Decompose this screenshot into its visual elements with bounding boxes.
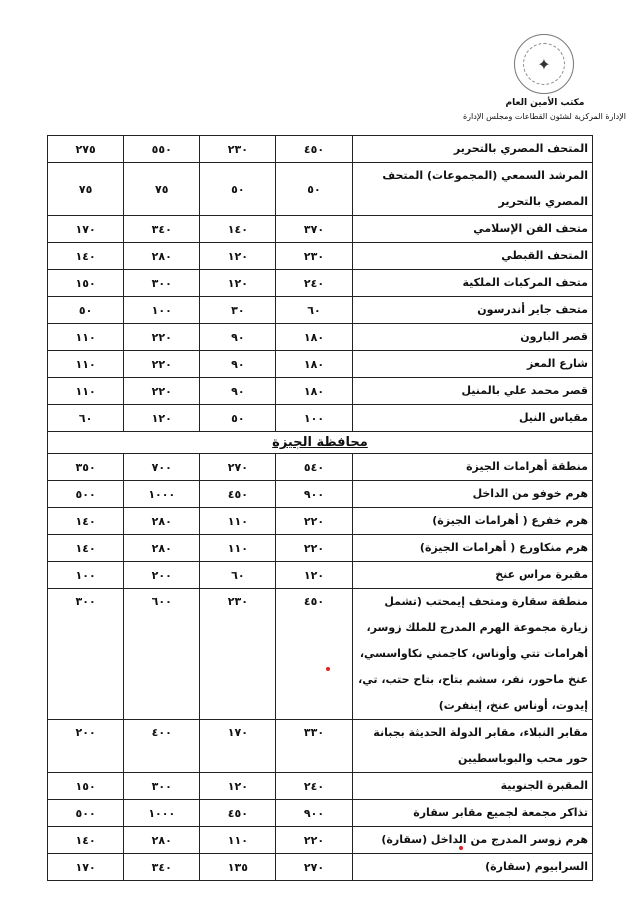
price-cell-v4: ١٤٠ xyxy=(48,827,124,854)
price-cell-v3: ٢٢٠ xyxy=(124,351,200,378)
ministry-seal-icon xyxy=(514,34,574,94)
table-row xyxy=(48,800,593,827)
price-cell-v2: ١٢٠ xyxy=(200,270,276,297)
table-row xyxy=(48,827,593,854)
price-cell-v2: ٥٠ xyxy=(200,405,276,432)
price-cell-v3: ٧٥ xyxy=(124,163,200,216)
site-name-cell: هرم خفرع ( أهرامات الجيزة) xyxy=(352,508,592,535)
table-row xyxy=(48,589,593,720)
price-cell-v3: ٧٠٠ xyxy=(124,454,200,481)
price-cell-v1: ٢٧٠ xyxy=(276,854,352,881)
price-cell-v2: ٩٠ xyxy=(200,378,276,405)
table-row xyxy=(48,243,593,270)
price-cell-v2: ١١٠ xyxy=(200,827,276,854)
table-row xyxy=(48,216,593,243)
price-cell-v2: ٢٣٠ xyxy=(200,136,276,163)
ticket-prices-table xyxy=(47,135,593,881)
price-cell-v4: ١١٠ xyxy=(48,378,124,405)
site-name-cell: المقبرة الجنوبية xyxy=(352,773,592,800)
site-name-cell: قصر محمد علي بالمنيل xyxy=(352,378,592,405)
price-cell-v2: ١٢٠ xyxy=(200,243,276,270)
table-row xyxy=(48,854,593,881)
table-row xyxy=(48,324,593,351)
price-cell-v4: ٣٥٠ xyxy=(48,454,124,481)
table-row xyxy=(48,351,593,378)
table-row xyxy=(48,562,593,589)
price-cell-v4: ٦٠ xyxy=(48,405,124,432)
stray-mark xyxy=(459,846,463,850)
price-cell-v3: ٢٨٠ xyxy=(124,243,200,270)
price-cell-v2: ١١٠ xyxy=(200,508,276,535)
price-cell-v1: ٢٤٠ xyxy=(276,270,352,297)
table-row xyxy=(48,508,593,535)
price-cell-v1: ٣٧٠ xyxy=(276,216,352,243)
price-cell-v2: ٦٠ xyxy=(200,562,276,589)
site-name-cell: المرشد السمعي (المجموعات) المتحف المصري بالتحرير xyxy=(352,163,592,216)
header-department-title: الإدارة المركزية لشئون القطاعات ومجلس الإدارة xyxy=(462,112,626,121)
site-name-cell: المتحف القبطي xyxy=(352,243,592,270)
price-cell-v2: ٢٧٠ xyxy=(200,454,276,481)
price-cell-v3: ٢٢٠ xyxy=(124,324,200,351)
price-cell-v4: ٣٠٠ xyxy=(48,589,124,720)
table-row xyxy=(48,454,593,481)
price-cell-v2: ٥٠ xyxy=(200,163,276,216)
site-name-cell: تذاكر مجمعة لجميع مقابر سقارة xyxy=(352,800,592,827)
price-cell-v3: ٦٠٠ xyxy=(124,589,200,720)
price-cell-v4: ١٧٠ xyxy=(48,854,124,881)
price-cell-v1: ٩٠٠ xyxy=(276,800,352,827)
price-cell-v1: ١٨٠ xyxy=(276,351,352,378)
stray-mark xyxy=(326,667,330,671)
price-cell-v2: ١٢٠ xyxy=(200,773,276,800)
site-name-cell: متحف جاير أندرسون xyxy=(352,297,592,324)
price-cell-v1: ١٨٠ xyxy=(276,324,352,351)
price-cell-v3: ٢٨٠ xyxy=(124,535,200,562)
price-cell-v2: ١٣٥ xyxy=(200,854,276,881)
site-name-cell: منطقة سقارة ومتحف إيمحتب (تشمل زيارة مجموعة الهرم المدرج للملك زوسر، أهرامات تتي وأوناس، كاجمني نكاواسسي، عنخ ماحور، نفر، سشم بتاح، بتاح حتب، تي، إيدوت، أوناس عنخ، إينفرت) xyxy=(352,589,592,720)
site-name-cell: متحف الفن الإسلامي xyxy=(352,216,592,243)
header-office-title: مكتب الأمين العام xyxy=(505,98,585,108)
price-cell-v3: ٢٨٠ xyxy=(124,827,200,854)
price-cell-v1: ٤٥٠ xyxy=(276,589,352,720)
table-row xyxy=(48,378,593,405)
price-cell-v4: ٧٥ xyxy=(48,163,124,216)
site-name-cell: منطقة أهرامات الجيزة xyxy=(352,454,592,481)
site-name-cell: شارع المعز xyxy=(352,351,592,378)
price-cell-v2: ٣٠ xyxy=(200,297,276,324)
price-cell-v2: ١٧٠ xyxy=(200,720,276,773)
section-header-cell xyxy=(48,432,593,454)
site-name-cell: مقبرة مراس عنخ xyxy=(352,562,592,589)
price-cell-v3: ٣٤٠ xyxy=(124,854,200,881)
price-cell-v1: ٢٤٠ xyxy=(276,773,352,800)
table-row xyxy=(48,270,593,297)
table-row xyxy=(48,163,593,216)
site-name-cell: مقابر النبلاء، مقابر الدولة الحديثة بجبانة حور محب والبوباسطيين xyxy=(352,720,592,773)
price-cell-v3: ١٠٠ xyxy=(124,297,200,324)
price-cell-v4: ١٤٠ xyxy=(48,243,124,270)
price-cell-v3: ٢٢٠ xyxy=(124,378,200,405)
site-name-cell: السرابيوم (سقارة) xyxy=(352,854,592,881)
price-cell-v4: ١٥٠ xyxy=(48,270,124,297)
site-name-cell: مقياس النيل xyxy=(352,405,592,432)
site-name-cell: هرم خوفو من الداخل xyxy=(352,481,592,508)
price-cell-v4: ٥٠٠ xyxy=(48,800,124,827)
site-name-cell: هرم زوسر المدرج من الداخل (سقارة) xyxy=(352,827,592,854)
table-row xyxy=(48,773,593,800)
price-cell-v4: ١١٠ xyxy=(48,351,124,378)
section-header-row xyxy=(48,432,593,454)
site-name-cell: متحف المركبات الملكية xyxy=(352,270,592,297)
price-cell-v1: ١٢٠ xyxy=(276,562,352,589)
price-cell-v1: ١٠٠ xyxy=(276,405,352,432)
price-cell-v2: ١١٠ xyxy=(200,535,276,562)
price-cell-v3: ١٠٠٠ xyxy=(124,800,200,827)
price-cell-v4: ١٠٠ xyxy=(48,562,124,589)
price-cell-v4: ٢٠٠ xyxy=(48,720,124,773)
site-name-cell: قصر البارون xyxy=(352,324,592,351)
table-row xyxy=(48,720,593,773)
site-name-cell: هرم منكاورع ( أهرامات الجيزة) xyxy=(352,535,592,562)
price-cell-v1: ١٨٠ xyxy=(276,378,352,405)
section-title: محافظة الجيزة xyxy=(272,435,368,450)
price-cell-v2: ٢٣٠ xyxy=(200,589,276,720)
table-row xyxy=(48,481,593,508)
price-cell-v2: ٩٠ xyxy=(200,351,276,378)
price-cell-v1: ٦٠ xyxy=(276,297,352,324)
price-cell-v2: ٩٠ xyxy=(200,324,276,351)
price-cell-v2: ٤٥٠ xyxy=(200,800,276,827)
price-cell-v3: ٤٠٠ xyxy=(124,720,200,773)
table-row xyxy=(48,405,593,432)
price-cell-v4: ٢٧٥ xyxy=(48,136,124,163)
price-cell-v4: ٥٠ xyxy=(48,297,124,324)
price-cell-v1: ٢٢٠ xyxy=(276,827,352,854)
table-row xyxy=(48,297,593,324)
table-row xyxy=(48,136,593,163)
price-cell-v3: ٣٠٠ xyxy=(124,270,200,297)
price-cell-v3: ٣٤٠ xyxy=(124,216,200,243)
price-cell-v4: ١٧٠ xyxy=(48,216,124,243)
price-cell-v1: ٢٣٠ xyxy=(276,243,352,270)
price-cell-v1: ٢٢٠ xyxy=(276,535,352,562)
price-cell-v4: ١١٠ xyxy=(48,324,124,351)
price-cell-v4: ١٤٠ xyxy=(48,535,124,562)
price-cell-v4: ١٤٠ xyxy=(48,508,124,535)
price-cell-v3: ١٠٠٠ xyxy=(124,481,200,508)
price-cell-v3: ١٢٠ xyxy=(124,405,200,432)
price-cell-v3: ٢٨٠ xyxy=(124,508,200,535)
price-cell-v4: ٥٠٠ xyxy=(48,481,124,508)
price-cell-v4: ١٥٠ xyxy=(48,773,124,800)
price-cell-v3: ٢٠٠ xyxy=(124,562,200,589)
eagle-icon: ✦ xyxy=(523,43,565,85)
price-cell-v2: ٤٥٠ xyxy=(200,481,276,508)
price-cell-v1: ٢٢٠ xyxy=(276,508,352,535)
price-cell-v1: ٥٠ xyxy=(276,163,352,216)
price-cell-v1: ٩٠٠ xyxy=(276,481,352,508)
site-name-cell: المتحف المصري بالتحرير xyxy=(352,136,592,163)
page-header xyxy=(462,34,626,126)
price-cell-v2: ١٤٠ xyxy=(200,216,276,243)
price-cell-v1: ٥٤٠ xyxy=(276,454,352,481)
table-row xyxy=(48,535,593,562)
price-cell-v3: ٣٠٠ xyxy=(124,773,200,800)
price-cell-v3: ٥٥٠ xyxy=(124,136,200,163)
price-cell-v1: ٤٥٠ xyxy=(276,136,352,163)
price-cell-v1: ٣٣٠ xyxy=(276,720,352,773)
